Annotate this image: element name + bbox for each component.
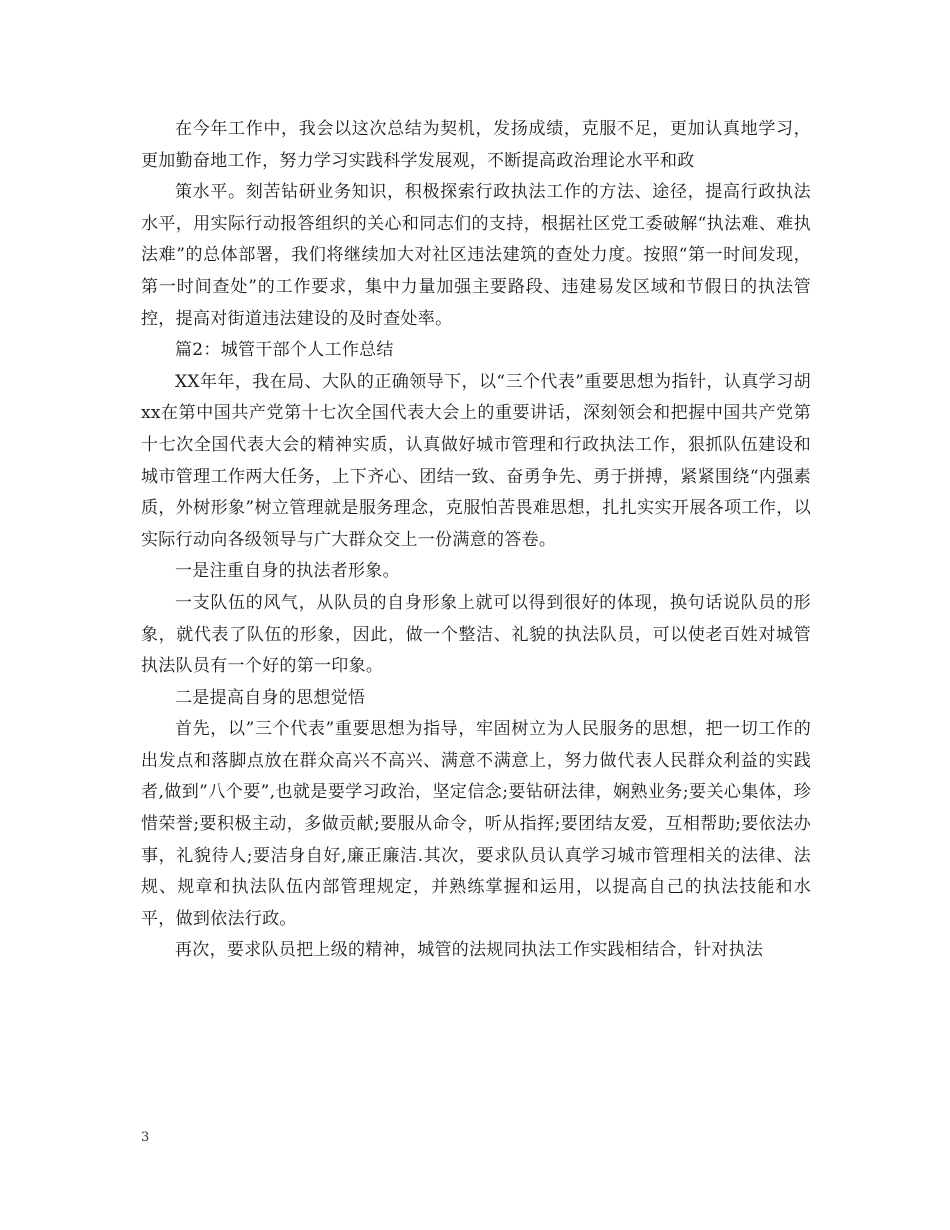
section-heading: 篇2：城管干部个人工作总结 <box>175 340 394 361</box>
paragraph: 在今年工作中，我会以这次总结为契机，发扬成绩，克服不足，更加认真地学习，更加勤奋地工作，努力学习实践科学发展观，不断提高政治理论水平和政 <box>141 119 811 171</box>
subheading: 二是提高自身的思想觉悟 <box>175 687 366 708</box>
paragraph: XX年年，我在局、大队的正确领导下，以“三个代表”重要思想为指针，认真学习胡xx在第中国共产党第十七次全国代表大会上的重要讲话，深刻领会和把握中国共产党第十七次全国代表大会的精神实质，认真做好城市管理和行政执法工作，狠抓队伍建设和城市管理工作两大任务，上下齐心、团结一致、奋勇争先、勇于拼搏，紧紧围绕“内强素质，外树形象”树立管理就是服务理念，克服怕苦畏难思想，扎扎实实开展各项工作，以实际行动向各级领导与广大群众交上一份满意的答卷。 <box>141 371 811 550</box>
paragraph: 首先，以”三个代表”重要思想为指导，牢固树立为人民服务的思想，把一切工作的出发点和落脚点放在群众高兴不高兴、满意不满意上，努力做代表人民群众利益的实践者,做到”八个要”,也就是要学习政治，坚定信念;要钻研法律，娴熟业务;要关心集体，珍惜荣誉;要积极主动，多做贡献;要服从命令，听从指挥;要团结友爱，互相帮助;要依法办事，礼貌待人;要洁身自好,廉正廉洁.其次，要求队员认真学习城市管理相关的法律、法规、规章和执法队伍内部管理规定，并熟练掌握和运用，以提高自己的执法技能和水平，做到依法行政。 <box>141 719 811 929</box>
paragraph: 再次，要求队员把上级的精神，城管的法规同执法工作实践相结合，针对执法 <box>175 940 764 961</box>
subheading: 一是注重自身的执法者形象。 <box>175 561 400 582</box>
body-text <box>141 114 811 967</box>
page-number: 3 <box>141 1130 150 1145</box>
paragraph: 一支队伍的风气，从队员的自身形象上就可以得到很好的体现，换句话说队员的形象，就代表了队伍的形象，因此，做一个整洁、礼貌的执法队员，可以使老百姓对城管执法队员有一个好的第一印象。 <box>141 592 811 677</box>
paragraph: 策水平。刻苦钻研业务知识，积极探索行政执法工作的方法、途径，提高行政执法水平，用实际行动报答组织的关心和同志们的支持，根据社区党工委破解“执法难、难执法难”的总体部署，我们将继续加大对社区违法建筑的查处力度。按照“第一时间发现，第一时间查处”的工作要求，集中力量加强主要路段、违建易发区域和节假日的执法管控，提高对街道违法建设的及时查处率。 <box>141 182 811 329</box>
